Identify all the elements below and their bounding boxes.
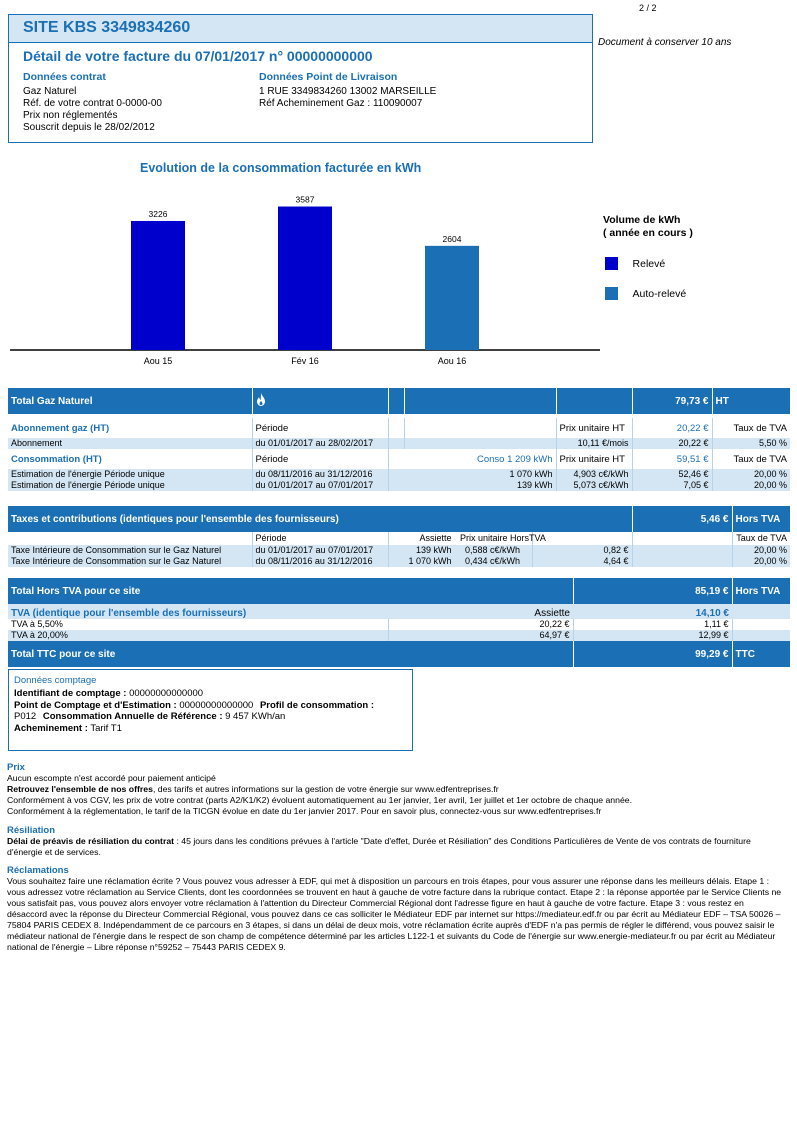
total-ttc-unit: TTC	[735, 648, 755, 660]
x-tick-label: Aou 16	[437, 356, 467, 366]
x-tick-label: Fév 16	[291, 356, 319, 366]
legend-swatch	[605, 287, 618, 300]
keep-document-note: Document à conserver 10 ans	[598, 37, 732, 48]
prix-line	[7, 784, 782, 795]
row-period: du 08/11/2016 au 31/12/2016	[252, 469, 388, 480]
row-label: TVA à 5,50%	[8, 619, 388, 630]
row-amount: 0,82 €	[532, 545, 632, 556]
row-unit-price: 10,11 €/mois	[556, 438, 632, 449]
total-ht-label: Total Hors TVA pour ce site	[8, 578, 573, 604]
row-label: Taxe Intérieure de Consommation sur le Gaz Naturel	[8, 556, 252, 567]
row-label: Estimation de l'énergie Période unique	[8, 469, 252, 480]
row-base: 20,22 €	[388, 619, 573, 630]
profil-label: Profil de consommation :	[259, 699, 374, 711]
tva-label: TVA (identique pour l'ensemble des fournisseurs)	[11, 607, 247, 619]
table-row	[8, 545, 790, 556]
bar-value-label: 2604	[442, 233, 462, 244]
metering-id-value: 00000000000000	[126, 688, 204, 699]
metering-data-box	[8, 669, 413, 751]
taxes-header	[8, 532, 790, 545]
car-label: Consommation Annuelle de Référence :	[42, 711, 223, 722]
gaz-total-value: 79,73 €	[632, 388, 712, 414]
total-ht-value: 85,19 €	[573, 578, 732, 604]
taxes-title: Taxes et contributions (identiques pour l'ensemble des fournisseurs)	[8, 506, 632, 532]
legend-item-releve	[605, 257, 665, 270]
row-amount: 4,64 €	[532, 556, 632, 567]
taxes-total-value: 5,46 €	[632, 506, 732, 532]
contract-data	[23, 71, 162, 134]
prix-unitaire-header: Prix unitaire HT	[556, 418, 632, 438]
offers-rest: , des tarifs et autres informations sur la gestion de votre énergie sur www.edfentreprises.fr	[152, 784, 499, 794]
prix-unitaire-header: Prix unitaire HT	[556, 449, 632, 469]
row-period: du 01/01/2017 au 28/02/2017	[252, 438, 388, 449]
consommation-total: 59,51 €	[632, 449, 712, 469]
reclamations-heading: Réclamations	[7, 865, 69, 876]
prix-header: Prix unitaire HorsTVA	[460, 533, 546, 543]
taux-tva-header: Taux de TVA	[733, 453, 787, 465]
row-tva: 20,00 %	[753, 469, 787, 479]
row-quantity-unit	[388, 556, 532, 567]
bar-value-label: 3587	[295, 194, 315, 205]
row-unit-price: 0,434 c€/kWh	[464, 556, 521, 566]
resiliation-text	[7, 836, 782, 858]
metering-id-line	[14, 688, 407, 700]
taxes-table	[8, 506, 790, 567]
table-row	[8, 480, 790, 491]
row-unit-price: 4,903 c€/kWh	[556, 469, 632, 480]
row-quantity-unit	[388, 545, 532, 556]
profil-line	[14, 711, 407, 723]
legend-item-auto-releve	[605, 287, 686, 300]
gaz-total-title: Total Gaz Naturel	[8, 388, 252, 414]
acheminement-line	[14, 723, 407, 735]
row-period: du 08/11/2016 au 31/12/2016	[252, 556, 388, 567]
consommation-header	[8, 449, 790, 469]
x-tick-label: Aou 15	[143, 356, 173, 366]
contract-line: Réf. de votre contrat 0-0000-00	[23, 98, 162, 109]
row-amount: 7,05 €	[632, 480, 712, 491]
gaz-total-unit: HT	[715, 395, 729, 407]
site-header-box	[8, 14, 593, 143]
metering-id-label: Identifiant de comptage :	[14, 688, 127, 699]
gaz-total-bar	[8, 388, 790, 414]
row-label: Abonnement	[8, 438, 252, 449]
row-period: du 01/01/2017 au 07/01/2017	[252, 480, 388, 491]
resiliation-bold: Délai de préavis de résiliation du contrat	[7, 836, 175, 846]
row-amount: 20,22 €	[632, 438, 712, 449]
pce-line	[14, 700, 407, 712]
abonnement-total: 20,22 €	[632, 418, 712, 438]
prix-heading: Prix	[7, 762, 25, 773]
chart-legend-title	[603, 214, 693, 240]
site-title: SITE KBS 3349834260	[23, 19, 191, 36]
profil-value: P012	[14, 711, 37, 722]
car-value: 9 457 KWh/an	[222, 711, 286, 722]
conso-quantity: Conso 1 209 kWh	[388, 449, 556, 469]
total-ht-unit: Hors TVA	[735, 585, 781, 597]
contract-line: Souscrit depuis le 28/02/2012	[23, 122, 155, 133]
metering-heading: Données comptage	[14, 675, 97, 686]
abonnement-label: Abonnement gaz (HT)	[8, 418, 252, 438]
row-tva: 20,00 %	[753, 480, 787, 490]
legend-title-line: Volume de kWh	[603, 214, 681, 226]
row-unit-price: 0,588 c€/kWh	[464, 545, 521, 555]
row-unit-price: 5,073 c€/kWh	[556, 480, 632, 491]
page-number: 2 / 2	[639, 3, 657, 13]
row-label: Taxe Intérieure de Consommation sur le Gaz Naturel	[8, 545, 252, 556]
taxes-total-unit: Hors TVA	[735, 513, 781, 525]
legend-title-line: ( année en cours )	[603, 227, 693, 239]
prix-line: Conformément à la réglementation, le tarif de la TICGN évolue en date du 1er janvier 2017. Pour en savoir plus, connectez-vous sur www.edfentreprises.fr	[7, 806, 602, 816]
row-quantity: 139 kWh	[388, 480, 556, 491]
offers-bold: Retrouvez l'ensemble de nos offres	[7, 784, 153, 794]
table-row	[8, 556, 790, 567]
tva-header	[8, 607, 790, 619]
pce-label: Point de Comptage et d'Estimation :	[14, 699, 177, 711]
contract-heading: Données contrat	[23, 71, 106, 83]
row-period: du 01/01/2017 au 07/01/2017	[252, 545, 388, 556]
totals-table	[8, 578, 790, 667]
acheminement-label: Acheminement :	[14, 722, 88, 734]
consommation-label: Consommation (HT)	[8, 449, 252, 469]
table-row	[8, 438, 790, 449]
delivery-heading: Données Point de Livraison	[259, 71, 398, 83]
chart-bar	[131, 221, 185, 350]
row-amount: 1,11 €	[573, 619, 732, 630]
row-quantity: 139 kWh	[415, 545, 452, 555]
gaz-table	[8, 388, 790, 491]
chart-bar	[425, 246, 479, 350]
taux-tva-header: Taux de TVA	[736, 533, 787, 543]
total-ht-bar	[8, 578, 790, 604]
taxes-total-bar	[8, 506, 790, 532]
row-tva: 20,00 %	[753, 545, 787, 555]
contract-line: Gaz Naturel	[23, 86, 77, 97]
periode-header: Période	[252, 418, 388, 438]
chart-title: Evolution de la consommation facturée en kWh	[140, 161, 422, 175]
delivery-line: 1 RUE 3349834260 13002 MARSEILLE	[259, 86, 437, 97]
row-quantity: 1 070 kWh	[408, 556, 452, 566]
tva-total: 14,10 €	[695, 607, 729, 619]
resiliation-heading: Résiliation	[7, 825, 56, 836]
prix-line: Aucun escompte n'est accordé pour paiement anticipé	[7, 773, 216, 783]
invoice-title: Détail de votre facture du 07/01/2017 n° 00000000000	[23, 48, 373, 64]
reclamations-text: Vous souhaitez faire une réclamation écrite ? Vous pouvez vous adresser à EDF, qui met à disposition un parcours en trois étapes, pour vous assurer une réponse dans les meilleurs délais. Etape 1 : vous adressez votre réclamation au Service Clients, dont les coordonnées se trouvent en haut à gauche de votre facture dans la rubrique contact. Etape 2 : la réponse apportée par le Service Clients ne vous satisfait pas, vous pouvez alors envoyer votre réclamation à l'attention du Directeur Commercial Régional dont l'adresse figure en haut à gauche de votre facture. Etape 3 : vous restez en désaccord avec la réponse du Directeur Commercial Régional, vous pouvez dans ce cas solliciter le Médiateur EDF par internet sur https://mediateur.edf.fr ou par écrit au Médiateur EDF – TSA 50026 – 75804 PARIS CEDEX 8. Indépendamment de ce parcours en 3 étapes, si dans un délai de deux mois, votre réclamation écrite auprès d'EDF n'a pas permis de régler le différend, vous pouvez saisir le médiateur national de l'énergie dans le respect de son champ de compétence déterminé par les articles L122-1 et suivants du Code de l'énergie sur www.energie-mediateur.fr ou par écrit au Médiateur national de l'énergie – Libre réponse n°59252 – 75443 PARIS CEDEX 9.	[7, 876, 782, 952]
assiette-header	[388, 532, 546, 545]
row-amount: 52,46 €	[632, 469, 712, 480]
resiliation-rest: : 45 jours dans les conditions prévues à l'article "Date d'effet, Durée et Résiliation" des Conditions Particulières de Vente de vos contrats de fourniture d'énergie et de services.	[7, 836, 751, 857]
assiette-label: Assiette	[419, 533, 452, 543]
legend-label: Auto-relevé	[632, 287, 687, 300]
row-tva: 20,00 %	[753, 556, 787, 566]
legend-swatch	[605, 257, 618, 270]
total-ttc-bar	[8, 641, 790, 667]
abonnement-header	[8, 418, 790, 438]
delivery-line: Réf Acheminement Gaz : 110090007	[259, 98, 423, 109]
chart-bar	[278, 207, 332, 350]
info-sections	[7, 762, 782, 953]
contract-line: Prix non réglementés	[23, 110, 118, 121]
acheminement-value: Tarif T1	[87, 722, 122, 734]
periode-header: Période	[252, 532, 388, 545]
table-row	[8, 619, 790, 630]
table-row	[8, 630, 790, 641]
legend-label: Relevé	[632, 257, 666, 270]
taux-tva-header: Taux de TVA	[733, 422, 787, 434]
row-base: 64,97 €	[388, 630, 573, 641]
delivery-data	[259, 71, 436, 110]
periode-header: Période	[252, 449, 388, 469]
bar-value-label: 3226	[148, 208, 168, 219]
pce-value: 00000000000000	[176, 699, 254, 711]
row-amount: 12,99 €	[573, 630, 732, 641]
total-ttc-label: Total TTC pour ce site	[8, 641, 573, 667]
row-tva: 5,50 %	[758, 438, 787, 448]
row-label: Estimation de l'énergie Période unique	[8, 480, 252, 491]
assiette-header: Assiette	[534, 607, 570, 619]
total-ttc-value: 99,29 €	[573, 641, 732, 667]
prix-line: Conformément à vos CGV, les prix de votre contrat (parts A2/K1/K2) évoluent automatiquement au 1er janvier, 1er avril, 1er juillet et 1er octobre de chaque année.	[7, 795, 633, 805]
row-quantity: 1 070 kWh	[388, 469, 556, 480]
row-label: TVA à 20,00%	[8, 630, 388, 641]
flame-icon	[252, 388, 388, 414]
table-row	[8, 469, 790, 480]
